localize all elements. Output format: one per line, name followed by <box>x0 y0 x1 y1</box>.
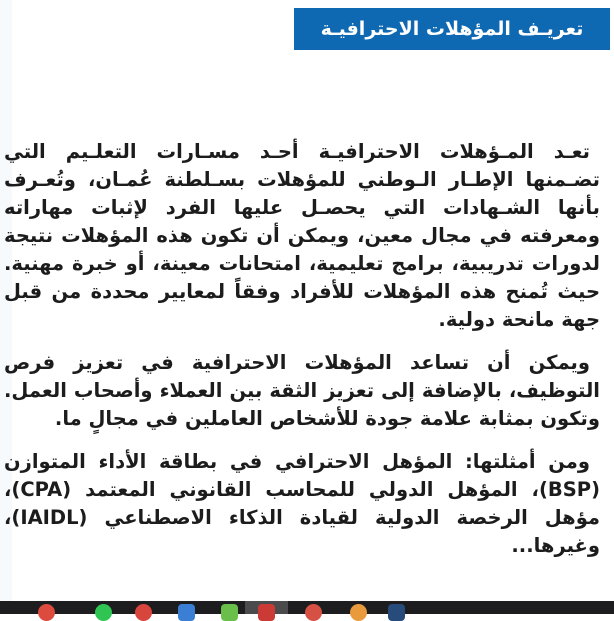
paragraph-examples: ومن أمثلتها: المؤهل الاحترافي في بطاقة الأداء المتوازن (BSP)، المؤهل الدولي للمحاسب القانوني المعتمد (CPA)، مؤهل الرخصة الدولية لقيادة الذكاء الاصطناعي (IAIDL)، وغيرها... <box>4 450 600 557</box>
navy-app-icon[interactable] <box>388 604 405 621</box>
paragraph-definition: تعـد المـؤهلات الاحترافيـة أحـد مسـارات التعلـيم التي تضـمنها الإطـار الـوطني للمؤهلات بسـلطنة عُمـان، وتُعـرف بأنها الشـهادات التي يحصـل عليها الفرد لإثبات مهاراته ومعرفته في مجال معين، ويمكن أن تكون هذه المؤهلات نتيجة لدورات تدريبية، برامج تعليمية، امتحانات معينة، أو خبرة مهنية. حيث تُمنح هذه المؤهلات للأفراد وفقاً لمعايير محددة من قبل جهة مانحة دولية. <box>4 140 600 331</box>
paragraph-benefits: ويمكن أن تساعد المؤهلات الاحترافية في تعزيز فرص التوظيف، بالإضافة إلى تعزيز الثقة بين العملاء وأصحاب العمل. وتكون بمثابة علامة جودة للأشخاص العاملين في مجالٍ ما. <box>4 351 600 430</box>
page-title <box>294 8 610 50</box>
green-app-icon[interactable] <box>95 604 112 621</box>
red-app-icon[interactable] <box>38 604 55 621</box>
taskbar-dock[interactable] <box>0 601 614 614</box>
green-app-icon-2[interactable] <box>221 604 238 621</box>
page-title-label: تعريـف المؤهلات الاحترافيـة <box>320 18 584 40</box>
blue-app-icon[interactable] <box>178 604 195 621</box>
red-white-app-icon[interactable] <box>305 604 322 621</box>
red-app-icon-2[interactable] <box>135 604 152 621</box>
orange-app-icon[interactable] <box>350 604 367 621</box>
active-red-app-icon[interactable] <box>258 604 275 621</box>
document-body <box>4 138 600 575</box>
